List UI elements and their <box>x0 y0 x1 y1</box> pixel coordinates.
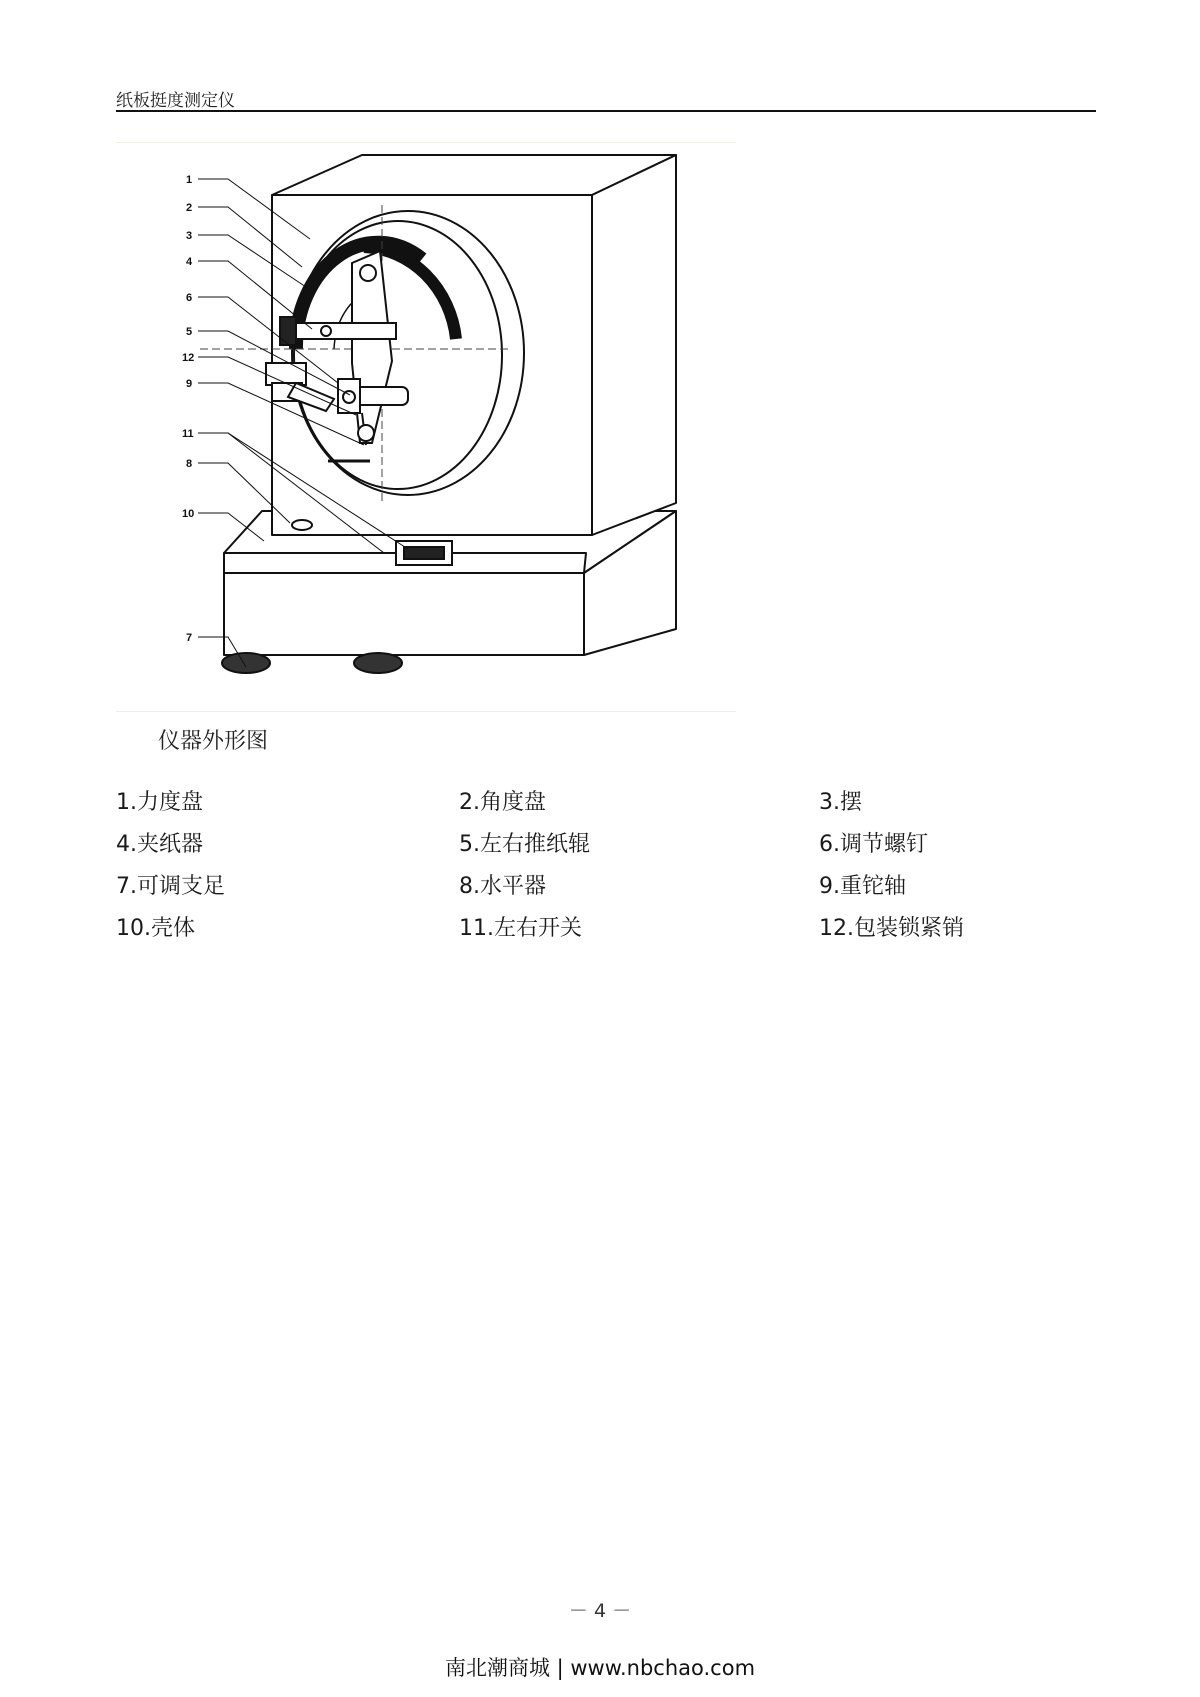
part-number: 6. <box>819 832 840 857</box>
header-rule <box>116 110 1096 112</box>
parts-list <box>116 790 1016 942</box>
part-name: 力度盘 <box>137 790 204 815</box>
part-item <box>459 790 819 816</box>
header-title: 纸板挺度测定仪 <box>116 91 235 111</box>
part-number: 4. <box>116 832 137 857</box>
part-item <box>116 916 459 942</box>
page-number: － 4 － <box>568 1600 632 1622</box>
part-name: 包装锁紧销 <box>854 916 965 941</box>
part-name: 壳体 <box>151 916 196 941</box>
callout-4: 4 <box>186 256 193 268</box>
part-name: 水平器 <box>480 874 547 899</box>
part-name: 左右推纸辊 <box>480 832 591 857</box>
callout-12: 12 <box>182 352 195 364</box>
part-name: 摆 <box>840 790 863 815</box>
footer-text: 南北潮商城 | www.nbchao.com <box>444 1656 756 1680</box>
part-name: 可调支足 <box>137 874 226 899</box>
part-name: 左右开关 <box>494 916 583 941</box>
callout-8: 8 <box>186 458 193 470</box>
figure-caption: 仪器外形图 <box>158 729 269 754</box>
part-number: 11. <box>459 916 494 941</box>
part-number: 9. <box>819 874 840 899</box>
part-number: 3. <box>819 790 840 815</box>
part-item <box>116 790 459 816</box>
part-number: 10. <box>116 916 151 941</box>
part-number: 5. <box>459 832 480 857</box>
part-name: 调节螺钉 <box>840 832 929 857</box>
callout-2: 2 <box>186 202 193 214</box>
part-number: 7. <box>116 874 137 899</box>
part-item <box>819 790 1016 816</box>
instrument-figure <box>116 142 736 712</box>
part-number: 1. <box>116 790 137 815</box>
part-item <box>459 916 819 942</box>
part-item <box>819 916 1016 942</box>
callout-9: 9 <box>186 378 193 390</box>
part-name: 夹纸器 <box>137 832 204 857</box>
callout-3: 3 <box>186 230 193 242</box>
part-item <box>116 832 459 858</box>
part-item <box>819 874 1016 900</box>
part-item <box>459 832 819 858</box>
part-name: 角度盘 <box>480 790 547 815</box>
instrument-drawing <box>116 143 736 711</box>
callout-11: 11 <box>182 428 194 440</box>
callout-7: 7 <box>186 632 193 644</box>
part-name: 重铊轴 <box>840 874 907 899</box>
callout-6: 6 <box>186 292 193 304</box>
callout-1: 1 <box>186 174 193 186</box>
part-item <box>116 874 459 900</box>
part-number: 8. <box>459 874 480 899</box>
part-item <box>819 832 1016 858</box>
part-number: 12. <box>819 916 854 941</box>
callout-5: 5 <box>186 326 193 338</box>
callout-10: 10 <box>182 508 195 520</box>
part-number: 2. <box>459 790 480 815</box>
part-item <box>459 874 819 900</box>
